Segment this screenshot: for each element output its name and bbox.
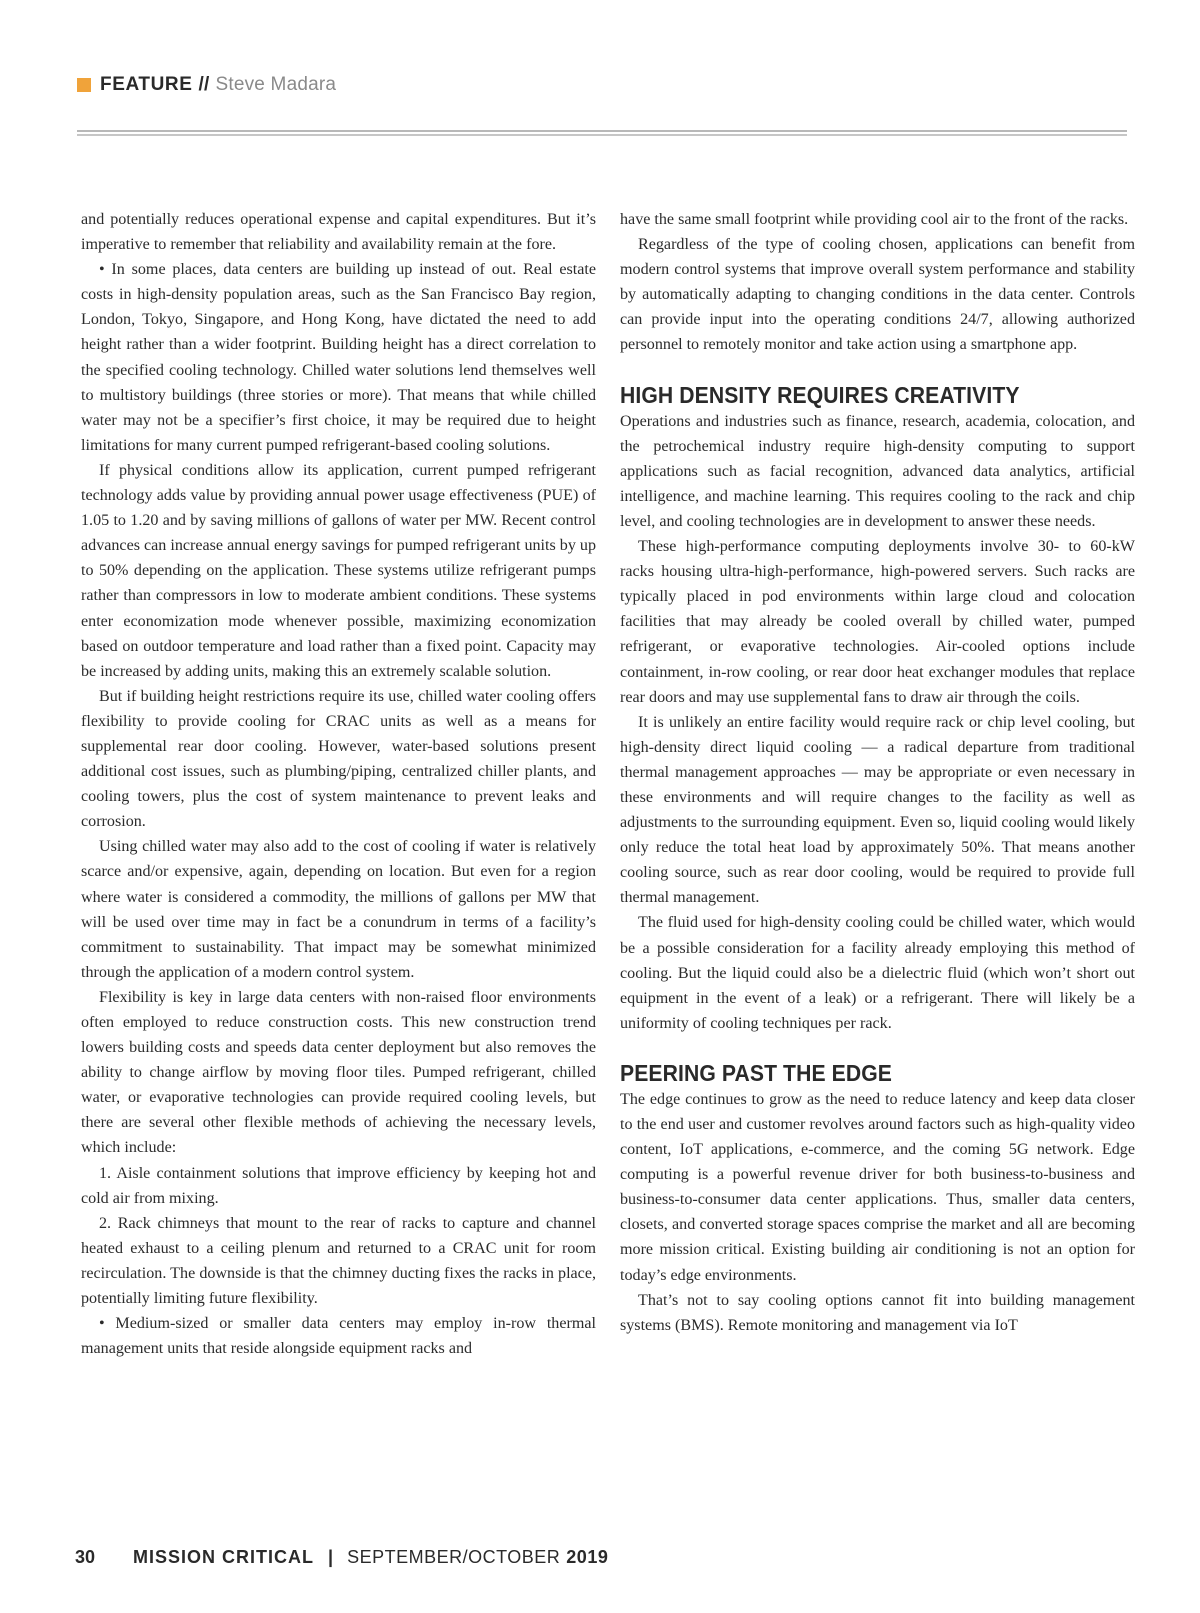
paragraph: These high-performance computing deployments involve 30- to 60-kW racks housing ultra-high-performance, high-powered servers. Such racks are typically placed in pod environments within large cloud and colocation facilities that may already be cooled overall by chilled water, pumped refrigerant, or evaporative technologies. Air-cooled options include containment, in-row cooling, or rear door heat exchanger modules that replace rear doors and may use supplemental fans to draw air through the coils.	[620, 538, 1135, 706]
author-name: Steve Madara	[215, 74, 337, 95]
article-header	[77, 72, 336, 98]
orange-square-icon	[77, 78, 91, 92]
paragraph: That’s not to say cooling options cannot fit into building management systems (BMS). Remote monitoring and management via IoT	[620, 1291, 1135, 1334]
paragraph: Operations and industries such as finance, research, academia, colocation, and the petrochemical industry require high-density computing to support applications such as facial recognition, advanced data analytics, artificial intelligence, and machine learning. This requires cooling to the rack and chip level, and cooling technologies are in development to answer these needs.	[620, 412, 1135, 530]
issue-month: SEPTEMBER/OCTOBER	[347, 1547, 561, 1567]
paragraph: have the same small footprint while providing cool air to the front of the racks.	[620, 211, 1129, 228]
list-item: 2. Rack chimneys that mount to the rear of racks to capture and channel heated exhaust to a ceiling plenum and returned to a CRAC unit for room recirculation. The downside is that the chimney ducting fixes the racks in place, potentially limiting future flexibility.	[81, 1214, 596, 1308]
paragraph: Using chilled water may also add to the cost of cooling if water is relatively scarce and/or expensive, again, depending on location. But even for a region where water is considered a commodity, the millions of gallons per MW that will be used over time may in fact be a conundrum in terms of a facility’s commitment to sustainability. That impact may be somewhat minimized through the application of a modern control system.	[81, 838, 596, 981]
section-heading: PEERING PAST THE EDGE	[620, 1059, 892, 1086]
footer-separator: |	[328, 1547, 334, 1567]
section-label: FEATURE	[100, 74, 193, 95]
page-footer	[75, 1547, 608, 1568]
paragraph: Regardless of the type of cooling chosen, applications can benefit from modern control systems that improve overall system performance and stability by automatically adapting to changing conditions in the data center. Controls can provide input into the operating conditions 24/7, allowing authorized personnel to remotely monitor and take action using a smartphone app.	[620, 236, 1135, 354]
issue-year: 2019	[566, 1547, 609, 1567]
paragraph: But if building height restrictions require its use, chilled water cooling offers flexibility to provide cooling for CRAC units as well as a means for supplemental rear door cooling. However, water-based solutions present additional cost issues, such as plumbing/piping, centralized chiller plants, and cooling towers, plus the cost of system maintenance to prevent leaks and corrosion.	[81, 687, 596, 831]
paragraph: and potentially reduces operational expense and capital expenditures. But it’s imperative to remember that reliability and availability remain at the fore.	[81, 211, 596, 254]
paragraph: • Medium-sized or smaller data centers may employ in-row thermal management units that reside alongside equipment racks and	[81, 1315, 596, 1358]
left-column	[81, 207, 596, 1361]
paragraph: The fluid used for high-density cooling could be chilled water, which would be a possible consideration for a facility already employing this method of cooling. But the liquid could also be a dielectric fluid (which won’t short out equipment in the event of a leak) or a refrigerant. There will likely be a uniformity of cooling techniques per rack.	[620, 914, 1135, 1032]
header-rule-top	[77, 130, 1127, 132]
header-rule-bottom	[77, 134, 1127, 136]
section-heading: HIGH DENSITY REQUIRES CREATIVITY	[620, 381, 1020, 408]
right-column	[620, 207, 1135, 1338]
list-item: 1. Aisle containment solutions that improve efficiency by keeping hot and cold air from mixing.	[81, 1164, 596, 1207]
paragraph: • In some places, data centers are building up instead of out. Real estate costs in high-density population areas, such as the San Francisco Bay region, London, Tokyo, Singapore, and Hong Kong, have dictated the need to add height rather than a wider footprint. Building height has a direct correlation to the specified cooling technology. Chilled water solutions lend themselves well to multistory buildings (three stories or more). That means that while chilled water may not be a specifier’s first choice, it may be required due to height limitations for many current pumped refrigerant-based cooling solutions.	[81, 261, 596, 454]
paragraph: Flexibility is key in large data centers with non-raised floor environments often employed to reduce construction costs. This new construction trend lowers building costs and speeds data center deployment but also removes the ability to change airflow by moving floor tiles. Pumped refrigerant, chilled water, or evaporative technologies can provide required cooling levels, but there are several other flexible methods of achieving the necessary levels, which include:	[81, 988, 596, 1157]
paragraph: It is unlikely an entire facility would require rack or chip level cooling, but high-density direct liquid cooling — a radical departure from traditional thermal management approaches — may be appropriate or even necessary in these environments and will require changes to the facility as well as adjustments to the surrounding equipment. Even so, liquid cooling would likely only reduce the total heat load by approximately 50%. That means another cooling source, such as rear door cooling, would be required to provide full thermal management.	[620, 713, 1135, 907]
magazine-name: MISSION CRITICAL	[133, 1547, 315, 1567]
page-number: 30	[75, 1547, 96, 1567]
paragraph: The edge continues to grow as the need to reduce latency and keep data closer to the end user and customer revolves around factors such as high-quality video content, IoT applications, e-commerce, and the coming 5G network. Edge computing is a powerful revenue driver for both business-to-business and business-to-consumer data center applications. Thus, smaller data centers, closets, and converted storage spaces comprise the market and all are becoming more mission critical. Existing building air conditioning is not an option for today’s edge environments.	[620, 1090, 1135, 1284]
header-separator: //	[198, 74, 210, 95]
paragraph: If physical conditions allow its application, current pumped refrigerant technology adds value by providing annual power usage effectiveness (PUE) of 1.05 to 1.20 and by saving millions of gallons of water per MW. Recent control advances can increase annual energy savings for pumped refrigerant units by up to 50% depending on the application. These systems utilize refrigerant pumps rather than compressors in low to moderate ambient conditions. These systems enter economization mode whenever possible, maximizing economization based on outdoor temperature and load rather than a fixed point. Capacity may be increased by adding units, making this an extremely scalable solution.	[81, 461, 596, 680]
